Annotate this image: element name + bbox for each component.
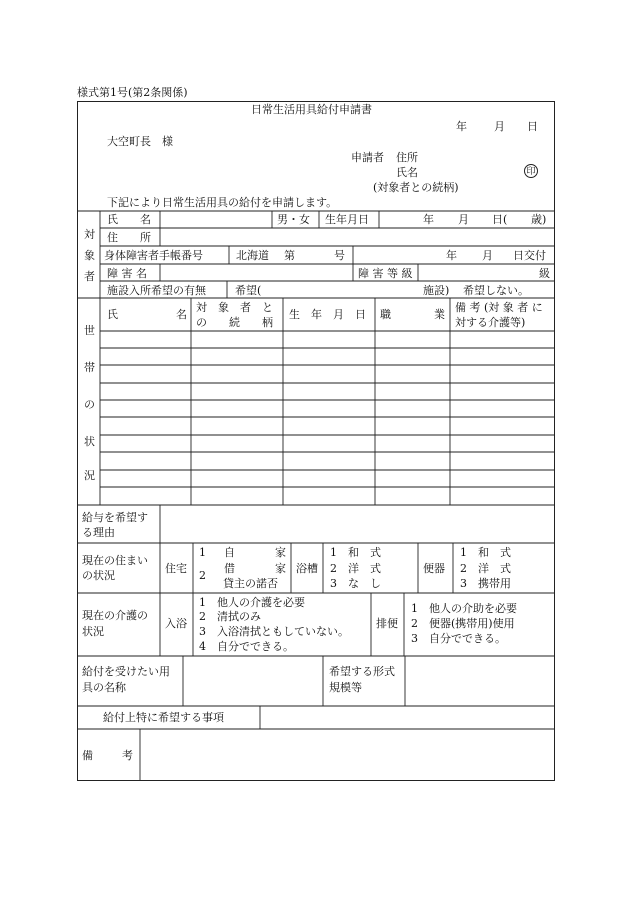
toilet-option-3: 3 携帯用: [460, 577, 511, 590]
facility-hope-option: 希望(: [235, 284, 262, 297]
subject-side-label-3: 者: [84, 270, 95, 283]
request-statement: 下記により日常生活用具の給付を申請します。: [107, 196, 338, 209]
household-header-relation-1: 対 象 者 と: [196, 301, 273, 314]
subject-age-label: 歳): [531, 213, 547, 226]
household-header-job-b: 業: [434, 308, 445, 321]
bathtub-label: 浴槽: [296, 562, 318, 575]
addressee: 大空町長 様: [107, 135, 173, 148]
format-label-1: 希望する形式: [329, 665, 395, 678]
disability-grade-unit: 級: [539, 267, 550, 280]
care-label-2: 状況: [82, 625, 104, 638]
date-day-label: 日: [527, 120, 538, 133]
housing-label: 住宅: [165, 562, 187, 575]
subject-address-label: 住 所: [107, 231, 151, 244]
equipment-name-label-2: 具の名称: [82, 681, 126, 694]
reason-label-2: る理由: [82, 526, 115, 539]
household-header-job-a: 職: [380, 308, 391, 321]
household-side-label-5: 況: [84, 469, 95, 482]
living-label-2: の状況: [82, 569, 115, 582]
household-header-birth: 生 年 月 日: [289, 308, 366, 321]
bathing-label: 入浴: [165, 617, 187, 630]
toilet-label: 便器: [423, 562, 445, 575]
applicant-name-label: 氏名: [396, 166, 418, 179]
bathtub-option-3: 3 な し: [330, 577, 381, 590]
excretion-label: 排便: [376, 617, 398, 630]
bathing-option-2: 2 清拭のみ: [199, 610, 261, 623]
toilet-option-2: 2 洋 式: [460, 562, 511, 575]
household-side-label-4: 状: [84, 435, 95, 448]
applicant-address-label: 住所: [396, 151, 418, 164]
housing-option-2-number: 2: [199, 569, 206, 582]
household-header-name-b: 名: [176, 308, 187, 321]
household-header-remarks-2: 対する介護等): [455, 316, 526, 329]
excretion-option-3: 3 自分でできる。: [411, 632, 506, 645]
disability-grade-label: 障 害 等 級: [358, 267, 413, 280]
special-request-label: 給付上特に希望する事項: [103, 711, 224, 724]
subject-side-label-2: 象: [84, 249, 95, 262]
issue-day-label: 日交付: [513, 249, 546, 262]
form-number-label: 様式第1号(第2条関係): [77, 86, 188, 99]
remarks-label-a: 備: [82, 749, 93, 762]
issue-year: 年: [446, 249, 457, 262]
subject-birth-month: 月: [458, 213, 469, 226]
handbook-number-label: 身体障害者手帳番号: [104, 249, 203, 262]
household-side-label-3: の: [84, 398, 95, 411]
subject-name-label: 氏 名: [107, 213, 151, 226]
applicant-label: 申請者: [351, 151, 384, 164]
care-label-1: 現在の介護の: [82, 609, 148, 622]
issue-month: 月: [482, 249, 493, 262]
subject-birth-year: 年: [423, 213, 434, 226]
household-header-remarks-1: 備 考 (対 象 者 に: [455, 301, 543, 314]
bathing-option-3: 3 入浴清拭ともしていない。: [199, 625, 349, 638]
bathtub-option-1: 1 和 式: [330, 546, 381, 559]
household-side-label-2: 帯: [84, 361, 95, 374]
reason-label-1: 給与を希望す: [82, 511, 148, 524]
facility-preference-label: 施設入所希望の有無: [107, 284, 206, 297]
excretion-option-2: 2 便器(携帯用)使用: [411, 617, 515, 630]
bathing-option-1: 1 他人の介護を必要: [199, 596, 305, 609]
housing-option-1-number: 1: [199, 546, 206, 559]
housing-option-1-a: 自: [224, 546, 235, 559]
household-header-relation-2: の 続 柄: [196, 316, 273, 329]
format-label-2: 規模等: [329, 681, 362, 694]
subject-sex-choice: 男・女: [277, 213, 310, 226]
subject-birth-day: 日(: [492, 213, 508, 226]
housing-option-2-b: 家: [275, 562, 286, 575]
remarks-label-b: 考: [122, 749, 133, 762]
disability-name-label: 障 害 名: [107, 267, 147, 280]
excretion-option-1: 1 他人の介助を必要: [411, 602, 517, 615]
housing-option-1-b: 家: [275, 546, 286, 559]
household-side-label-1: 世: [84, 324, 95, 337]
subject-birth-label: 生年月日: [325, 213, 369, 226]
living-label-1: 現在の住まい: [82, 554, 148, 567]
household-header-name-a: 氏: [107, 308, 118, 321]
form-title: 日常生活用具給付申請書: [251, 103, 372, 116]
handbook-go: 号: [334, 249, 345, 262]
date-month-label: 月: [494, 120, 505, 133]
applicant-relation-label: (対象者との続柄): [373, 181, 459, 194]
date-year-label: 年: [456, 120, 467, 133]
handbook-dai: 第: [284, 249, 295, 262]
equipment-name-label-1: 給付を受けたい用: [82, 665, 170, 678]
handbook-prefecture: 北海道: [236, 249, 269, 262]
bathtub-option-2: 2 洋 式: [330, 562, 381, 575]
toilet-option-1: 1 和 式: [460, 546, 511, 559]
housing-option-2-a: 借: [224, 562, 235, 575]
seal-mark: 印: [524, 164, 538, 178]
bathing-option-4: 4 自分でできる。: [199, 640, 294, 653]
facility-close-label: 施設): [423, 284, 450, 297]
subject-side-label-1: 対: [84, 228, 95, 241]
housing-landlord-consent: 貸主の諾否: [223, 577, 278, 590]
facility-no-option: 希望しない。: [463, 284, 529, 297]
